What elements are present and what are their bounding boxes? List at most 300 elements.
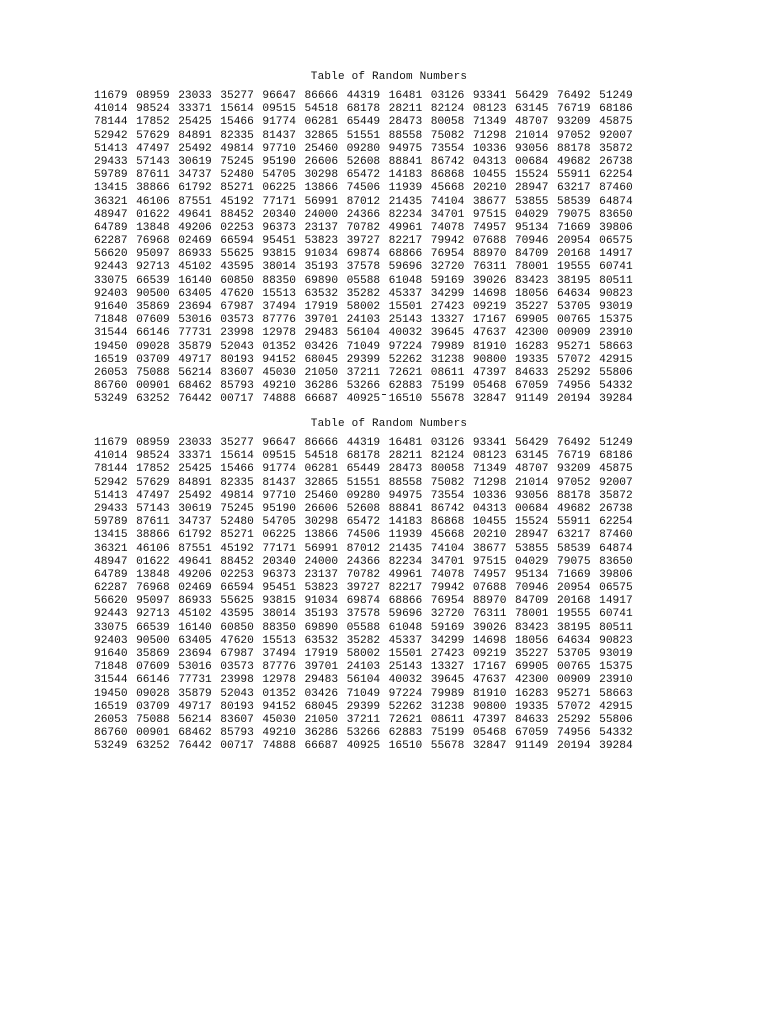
number-cell: 35879 — [178, 687, 212, 700]
number-cell: 71669 — [557, 221, 591, 234]
number-cell: 83423 — [514, 274, 549, 287]
number-cell: 74104 — [430, 542, 465, 555]
number-cell: 45030 — [262, 713, 296, 726]
number-cell: 01352 — [262, 340, 296, 353]
number-cell: 63405 — [178, 634, 212, 647]
number-cell: 85271 — [220, 182, 254, 195]
number-cell: 87551 — [178, 195, 212, 208]
number-cell: 24000 — [304, 555, 339, 568]
number-cell: 33371 — [178, 450, 212, 463]
number-cell: 13415 — [94, 529, 128, 542]
number-cell: 47637 — [472, 674, 507, 687]
table-row — [94, 222, 684, 235]
number-cell: 21435 — [388, 542, 423, 555]
number-cell: 88970 — [472, 595, 507, 608]
number-cell: 08959 — [136, 90, 170, 102]
number-cell: 39645 — [430, 674, 465, 687]
number-cell: 92403 — [94, 634, 128, 647]
number-cell: 54332 — [599, 727, 633, 740]
table-row — [94, 275, 684, 288]
number-cell: 76492 — [557, 90, 591, 102]
number-cell: 61048 — [388, 274, 423, 287]
number-cell: 55678 — [430, 393, 465, 406]
number-cell: 93019 — [599, 648, 633, 660]
number-cell: 47497 — [136, 142, 170, 155]
number-cell: 66539 — [136, 621, 170, 634]
number-cell: 25425 — [178, 116, 212, 129]
number-cell: 25460 — [304, 142, 339, 155]
number-cell: 45668 — [430, 529, 465, 542]
number-cell: 93019 — [599, 301, 633, 313]
number-cell: 86666 — [304, 90, 339, 102]
number-cell: 28947 — [514, 529, 549, 542]
number-cell: 26738 — [599, 502, 633, 515]
table-row — [94, 288, 684, 301]
number-cell: 55806 — [599, 713, 633, 726]
number-cell: 81910 — [472, 340, 507, 353]
number-cell: 97515 — [472, 555, 507, 568]
number-cell: 13866 — [304, 529, 339, 542]
table-row — [94, 661, 684, 674]
number-cell: 41014 — [94, 103, 128, 116]
number-cell: 11679 — [94, 90, 128, 102]
number-cell: 23910 — [599, 327, 633, 340]
number-cell: 73554 — [430, 489, 465, 502]
number-cell: 49961 — [388, 568, 423, 581]
number-cell: 63532 — [304, 634, 339, 647]
number-cell: 59789 — [94, 169, 128, 182]
number-cell: 07688 — [472, 235, 507, 248]
number-cell: 88970 — [472, 248, 507, 261]
number-cell: 56214 — [178, 366, 212, 379]
number-cell: 62883 — [388, 380, 423, 393]
number-cell: 86933 — [178, 595, 212, 608]
number-cell: 84633 — [514, 713, 549, 726]
number-cell: 35872 — [599, 489, 633, 502]
number-cell: 95097 — [136, 248, 170, 261]
number-cell: 45337 — [388, 634, 423, 647]
number-cell: 51551 — [346, 129, 381, 142]
number-cell: 93209 — [557, 116, 591, 129]
number-cell: 14698 — [472, 287, 507, 300]
number-cell: 87012 — [346, 542, 381, 555]
number-cell: 13866 — [304, 182, 339, 195]
number-cell: 20954 — [557, 582, 591, 595]
number-cell: 00684 — [514, 502, 549, 515]
number-cell: 49682 — [557, 502, 591, 515]
table-row — [94, 674, 684, 687]
number-cell: 24366 — [346, 208, 381, 221]
number-cell: 58002 — [346, 301, 381, 313]
table-row — [94, 556, 684, 569]
number-cell: 36321 — [94, 542, 128, 555]
number-cell: 95134 — [514, 221, 549, 234]
number-cell: 21435 — [388, 195, 423, 208]
number-cell: 88452 — [220, 208, 254, 221]
number-cell: 55625 — [220, 248, 254, 261]
number-cell: 90823 — [599, 634, 633, 647]
table-row — [94, 688, 684, 701]
number-cell: 00901 — [136, 727, 170, 740]
number-cell: 86742 — [430, 155, 465, 168]
number-cell: 51249 — [599, 90, 633, 102]
number-cell: 08123 — [472, 103, 507, 116]
number-cell: 53855 — [514, 195, 549, 208]
number-cell: 38195 — [557, 274, 591, 287]
number-cell: 66594 — [220, 235, 254, 248]
table-row — [94, 169, 684, 182]
number-cell: 74506 — [346, 182, 381, 195]
number-cell: 49210 — [262, 380, 296, 393]
number-cell: 55678 — [430, 740, 465, 753]
number-cell: 54705 — [262, 169, 296, 182]
number-cell: 35277 — [220, 90, 254, 102]
table-row — [94, 156, 684, 169]
number-cell: 21014 — [514, 129, 549, 142]
number-cell: 06281 — [304, 116, 339, 129]
number-cell: 35282 — [346, 287, 381, 300]
table-row — [94, 261, 684, 274]
number-cell: 15375 — [599, 661, 633, 674]
number-cell: 88558 — [388, 129, 423, 142]
number-cell: 75082 — [430, 129, 465, 142]
number-cell: 11939 — [388, 182, 423, 195]
number-cell: 47620 — [220, 287, 254, 300]
number-cell: 12978 — [262, 327, 296, 340]
number-cell: 26738 — [599, 155, 633, 168]
number-cell: 97710 — [262, 142, 296, 155]
number-cell: 59696 — [388, 261, 423, 274]
number-cell: 79942 — [430, 582, 465, 595]
number-cell: 08123 — [472, 450, 507, 463]
number-cell: 48707 — [514, 116, 549, 129]
number-cell: 15375 — [599, 314, 633, 327]
number-cell: 74078 — [430, 221, 465, 234]
number-cell: 30298 — [304, 169, 339, 182]
number-cell: 82335 — [220, 129, 254, 142]
number-cell: 71349 — [472, 463, 507, 476]
number-cell: 29433 — [94, 155, 128, 168]
number-cell: 72621 — [388, 366, 423, 379]
number-cell: 17167 — [472, 314, 507, 327]
number-cell: 35193 — [304, 261, 339, 274]
number-cell: 14183 — [388, 516, 423, 529]
number-cell: 08959 — [136, 437, 170, 449]
number-cell: 16481 — [388, 90, 423, 102]
number-cell: 79989 — [430, 687, 465, 700]
number-cell: 86868 — [430, 516, 465, 529]
number-cell: 40032 — [388, 327, 423, 340]
number-cell: 45192 — [220, 542, 254, 555]
number-cell: 42915 — [599, 353, 633, 366]
number-cell: 49682 — [557, 155, 591, 168]
number-cell: 28473 — [388, 463, 423, 476]
number-cell: 52043 — [220, 687, 254, 700]
number-cell: 60741 — [599, 608, 633, 621]
table-row — [94, 341, 684, 354]
number-cell: 21050 — [304, 366, 339, 379]
number-cell: 88350 — [262, 621, 296, 634]
number-cell: 25143 — [388, 661, 423, 674]
number-cell: 39284 — [599, 740, 633, 753]
number-cell: 71848 — [94, 661, 128, 674]
number-cell: 93056 — [514, 142, 549, 155]
number-cell: 58663 — [599, 687, 633, 700]
number-cell: 61792 — [178, 182, 212, 195]
table-row — [94, 130, 684, 143]
number-cell: 76492 — [557, 437, 591, 449]
number-cell: 81437 — [262, 476, 296, 489]
number-cell: 28947 — [514, 182, 549, 195]
number-cell: 94152 — [262, 353, 296, 366]
number-cell: 24103 — [346, 314, 381, 327]
number-cell: 93341 — [472, 437, 507, 449]
number-cell: 24366 — [346, 555, 381, 568]
number-cell: 25460 — [304, 489, 339, 502]
number-cell: 53705 — [557, 648, 591, 660]
number-cell: 78001 — [514, 608, 549, 621]
number-cell: 74956 — [557, 727, 591, 740]
number-cell: 53823 — [304, 235, 339, 248]
number-cell: 29399 — [346, 700, 381, 713]
number-cell: 10455 — [472, 516, 507, 529]
number-cell: 06575 — [599, 235, 633, 248]
number-cell: 32847 — [472, 393, 507, 406]
table-row — [94, 182, 684, 195]
number-cell: 37211 — [346, 366, 381, 379]
number-cell: 80058 — [430, 463, 465, 476]
number-cell: 44319 — [346, 437, 381, 449]
number-cell: 78144 — [94, 463, 128, 476]
number-cell: 54518 — [304, 450, 339, 463]
number-cell: 38677 — [472, 195, 507, 208]
number-cell: 92443 — [94, 261, 128, 274]
number-cell: 92007 — [599, 129, 633, 142]
number-cell: 93209 — [557, 463, 591, 476]
number-cell: 01622 — [136, 555, 170, 568]
number-cell: 16283 — [514, 687, 549, 700]
number-cell: 19450 — [94, 340, 128, 353]
number-cell: 49814 — [220, 142, 254, 155]
number-cell: 13848 — [136, 221, 170, 234]
number-cell: 06575 — [599, 582, 633, 595]
table-row — [94, 740, 684, 753]
table-row — [94, 490, 684, 503]
number-grid-1 — [94, 90, 684, 407]
number-cell: 26053 — [94, 366, 128, 379]
number-cell: 03573 — [220, 314, 254, 327]
number-cell: 77731 — [178, 327, 212, 340]
number-cell: 37211 — [346, 713, 381, 726]
table-row — [94, 437, 684, 450]
number-cell: 87776 — [262, 661, 296, 674]
number-cell: 51413 — [94, 489, 128, 502]
number-cell: 66594 — [220, 582, 254, 595]
number-cell: 93815 — [262, 595, 296, 608]
number-cell: 68186 — [599, 450, 633, 463]
number-cell: 17852 — [136, 463, 170, 476]
number-cell: 71049 — [346, 687, 381, 700]
number-cell: 48947 — [94, 555, 128, 568]
number-cell: 49814 — [220, 489, 254, 502]
number-cell: 74956 — [557, 380, 591, 393]
number-cell: 39806 — [599, 221, 633, 234]
number-cell: 09219 — [472, 301, 507, 313]
number-cell: 54705 — [262, 516, 296, 529]
number-cell: 59169 — [430, 274, 465, 287]
number-cell: 87611 — [136, 169, 170, 182]
number-cell: 20954 — [557, 235, 591, 248]
number-cell: 26606 — [304, 155, 339, 168]
number-cell: 88558 — [388, 476, 423, 489]
number-cell: 70946 — [514, 235, 549, 248]
number-cell: 16283 — [514, 340, 549, 353]
table-row — [94, 450, 684, 463]
number-cell: 78001 — [514, 261, 549, 274]
number-cell: 98524 — [136, 103, 170, 116]
number-cell: 76968 — [136, 235, 170, 248]
number-cell: 02469 — [178, 235, 212, 248]
number-cell: 16481 — [388, 437, 423, 449]
number-cell: 75082 — [430, 476, 465, 489]
number-cell: 20210 — [472, 182, 507, 195]
number-cell: 47397 — [472, 366, 507, 379]
number-cell: 59696 — [388, 608, 423, 621]
number-cell: 90500 — [136, 634, 170, 647]
number-cell: 87611 — [136, 516, 170, 529]
number-cell: 52942 — [94, 476, 128, 489]
table-row — [94, 143, 684, 156]
number-cell: 32865 — [304, 129, 339, 142]
number-cell: 68178 — [346, 450, 381, 463]
number-cell: 42300 — [514, 674, 549, 687]
table-row — [94, 90, 684, 103]
number-cell: 91034 — [304, 595, 339, 608]
number-cell: 94975 — [388, 142, 423, 155]
number-cell: 76968 — [136, 582, 170, 595]
number-cell: 14698 — [472, 634, 507, 647]
number-cell: 56620 — [94, 595, 128, 608]
number-cell: 84709 — [514, 595, 549, 608]
table-row — [94, 516, 684, 529]
number-cell: 68462 — [178, 380, 212, 393]
number-cell: 46106 — [136, 195, 170, 208]
number-cell: 53823 — [304, 582, 339, 595]
number-cell: 29483 — [304, 327, 339, 340]
number-cell: 15524 — [514, 169, 549, 182]
number-cell: 48707 — [514, 463, 549, 476]
number-cell: 31238 — [430, 353, 465, 366]
number-cell: 90800 — [472, 700, 507, 713]
number-cell: 74078 — [430, 568, 465, 581]
number-cell: 04313 — [472, 155, 507, 168]
number-cell: 45875 — [599, 463, 633, 476]
number-cell: 13327 — [430, 314, 465, 327]
number-cell: 31544 — [94, 674, 128, 687]
number-cell: 07688 — [472, 582, 507, 595]
number-cell: 07609 — [136, 661, 170, 674]
number-cell: 60741 — [599, 261, 633, 274]
number-cell: 53266 — [346, 380, 381, 393]
table-row — [94, 714, 684, 727]
number-cell: 80511 — [599, 274, 633, 287]
number-cell: 81910 — [472, 687, 507, 700]
number-cell: 72621 — [388, 713, 423, 726]
number-cell: 47637 — [472, 327, 507, 340]
number-cell: 64789 — [94, 221, 128, 234]
number-cell: 54332 — [599, 380, 633, 393]
number-cell: 30619 — [178, 502, 212, 515]
number-cell: 62254 — [599, 169, 633, 182]
number-cell: 11679 — [94, 437, 128, 449]
number-cell: 75245 — [220, 155, 254, 168]
number-cell: 75199 — [430, 727, 465, 740]
number-cell: 03426 — [304, 340, 339, 353]
number-cell: 10336 — [472, 142, 507, 155]
table-row — [94, 477, 684, 490]
table-row — [94, 463, 684, 476]
number-cell: 52262 — [388, 353, 423, 366]
table-row — [94, 103, 684, 116]
number-cell: 34737 — [178, 516, 212, 529]
number-cell: 92443 — [94, 608, 128, 621]
number-cell: 17852 — [136, 116, 170, 129]
number-cell: 95271 — [557, 340, 591, 353]
number-cell: 84891 — [178, 129, 212, 142]
number-cell: 66146 — [136, 327, 170, 340]
number-cell: 76442 — [178, 740, 212, 753]
number-cell: 51551 — [346, 476, 381, 489]
number-cell: 11939 — [388, 529, 423, 542]
table-row — [94, 727, 684, 740]
number-cell: 85271 — [220, 529, 254, 542]
number-cell: 38677 — [472, 542, 507, 555]
number-cell: 76719 — [557, 450, 591, 463]
number-cell: 02469 — [178, 582, 212, 595]
number-cell: 91640 — [94, 648, 128, 660]
number-cell: 00909 — [557, 674, 591, 687]
number-cell: 39026 — [472, 621, 507, 634]
number-cell: 69890 — [304, 621, 339, 634]
number-cell: 95271 — [557, 687, 591, 700]
table-row — [94, 314, 684, 327]
number-cell: 15513 — [262, 634, 296, 647]
number-cell: 57629 — [136, 129, 170, 142]
number-cell: 36321 — [94, 195, 128, 208]
number-cell: 00717 — [220, 740, 254, 753]
number-cell: 56214 — [178, 713, 212, 726]
number-cell: 56104 — [346, 674, 381, 687]
number-cell: 83650 — [599, 208, 633, 221]
number-cell: 79989 — [430, 340, 465, 353]
number-cell: 23033 — [178, 90, 212, 102]
number-cell: 71848 — [94, 314, 128, 327]
number-cell: 82217 — [388, 582, 423, 595]
number-cell: 93341 — [472, 90, 507, 102]
number-cell: 96373 — [262, 568, 296, 581]
number-cell: 98524 — [136, 450, 170, 463]
number-cell: 49717 — [178, 700, 212, 713]
number-cell: 19335 — [514, 353, 549, 366]
number-cell: 74957 — [472, 221, 507, 234]
number-cell: 74506 — [346, 529, 381, 542]
number-cell: 37494 — [262, 648, 296, 660]
number-cell: 14183 — [388, 169, 423, 182]
number-cell: 38195 — [557, 621, 591, 634]
number-cell: 63145 — [514, 450, 549, 463]
number-cell: 85793 — [220, 727, 254, 740]
number-cell: 71298 — [472, 129, 507, 142]
